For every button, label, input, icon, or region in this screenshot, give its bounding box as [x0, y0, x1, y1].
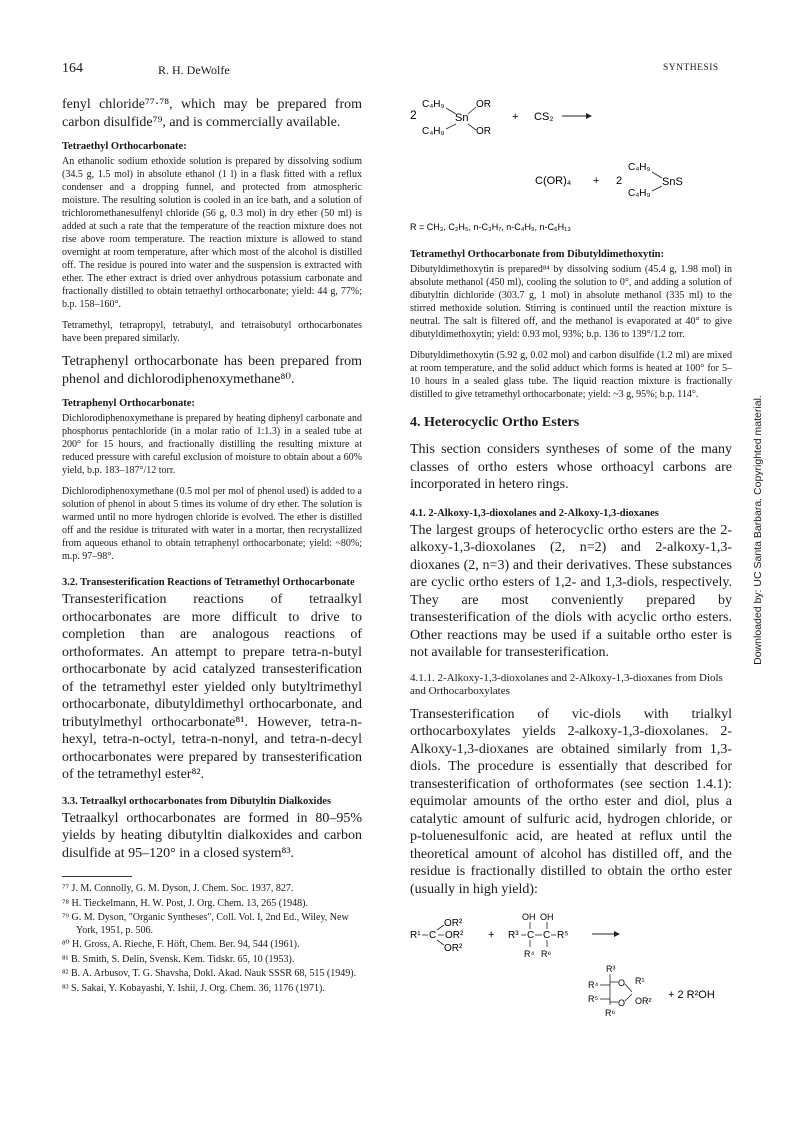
substituent-label: R⁵ — [557, 930, 569, 941]
footnote: ⁸² B. A. Arbusov, T. G. Shavsha, Dokl. Akad. Nauk SSSR 68, 515 (1949). — [62, 968, 357, 979]
ring-bond — [625, 984, 632, 992]
bond — [437, 940, 444, 945]
ring-oxygen: O — [618, 978, 626, 988]
running-author: R. H. DeWolfe — [158, 63, 230, 77]
section-heading-4-1: 4.1. 2-Alkoxy-1,3-dioxolanes and 2-Alkoxy-1,3-dioxanes — [410, 507, 659, 519]
alkoxy-group: OR² — [444, 943, 463, 954]
ring-bond — [625, 994, 632, 1001]
carbon-atom: C — [527, 930, 535, 941]
reaction-scheme-transesterification — [410, 908, 732, 1018]
substituent-label: R¹ — [635, 976, 645, 986]
footnote: ⁸⁰ H. Gross, A. Rieche, F. Höft, Chem. Ber. 94, 544 (1961). — [62, 939, 300, 950]
download-watermark — [748, 320, 768, 740]
procedure-title: Tetramethyl Orthocarbonate from Dibutyldimethoxytin: — [410, 249, 665, 260]
substituent-label: R⁶ — [541, 949, 552, 959]
alkoxy-group: OR² — [445, 930, 464, 941]
coefficient: 2 — [410, 108, 417, 122]
body-paragraph: Tetraalkyl orthocarbonates are formed in 80–95% yields by heating dibutyltin dialkoxides and carbon disulfide at 95–120° in a closed system⁸³. — [62, 810, 362, 861]
body-paragraph: The largest groups of heterocyclic ortho esters are the 2-alkoxy-1,3-dioxolanes (2, n=2) and 2-alkoxy-1,3-dioxanes (2, n=3) and their derivatives. These substances are cyclic ortho esters of 1,2- and 1,3-diols, respectively. They are most conveniently prepared by transesterification of the diols with acyclic ortho esters. Other reactions may be used if a suitable ortho ester is not available for transesterification. — [410, 522, 732, 660]
substituent-label: R³ — [508, 930, 519, 941]
butyl-group: C₄H₉ — [628, 188, 651, 199]
substituent-label: R⁶ — [605, 1008, 616, 1018]
bond — [468, 107, 476, 114]
bond — [652, 186, 662, 191]
butyl-group: C₄H₉ — [422, 126, 445, 137]
section-heading-3-3: 3.3. Tetraalkyl orthocarbonates from Dibutyltin Dialkoxides — [62, 795, 332, 807]
procedure-title: Tetraethyl Orthocarbonate: — [62, 141, 187, 152]
bond — [446, 108, 456, 114]
procedure-text: An ethanolic sodium ethoxide solution is prepared by dissolving sodium (34.5 g, 1.5 mol) in absolute ethanol (1 l) in a flask fitted with a reflux condenser and a dropping funnel, and protected from atmospheric moisture. The resulting solution is cooled in an ice bath, and a solution of trichloromethanesulfenyl chloride (56 g, 0.3 mol) in dry ether (50 ml) is added at such a rate that the temperature of the reaction mixture does not rise above room temperature. The reaction mixture is allowed to stand overnight at room temperature, after which most of the alcohol is distilled off. The residue is poured into water and the suspension is extracted with ether. The ether extract is dried over anhydrous potassium carbonate and fractionally distilled to obtain tetraethyl orthocarbonate; yield: 44 g, 77%; b.p. 158–160°. — [62, 156, 362, 310]
left-column — [62, 96, 362, 997]
procedure-text: Dichlorodiphenoxymethane (0.5 mol per mol of phenol used) is added to a solution of phenol in about 5 times its volume of dry ether. The solution is warmed until no more hydrogen chloride is evolved. The ether is distilled off and the residue is triturated with water in a mortar, then recrystallized from aqueous ethanol to obtain tetraphenyl orthocarbonate; yield: ~80%; m.p. 97–98°. — [62, 486, 362, 562]
alkoxy-group: OR — [476, 126, 491, 137]
arrow-head — [586, 113, 592, 119]
procedure-text: Dibutyldimethoxytin is prepared⁸⁴ by dissolving sodium (45.4 g, 1.98 mol) in absolute methanol (450 ml), cooling the solution to 0°, and adding a solution of dibutyltin dichloride (303.7 g, 1 mol) in absolute methanol (335 ml) to the stirred methoxide solution. Stirring is continued until the reaction mixture is neutral. The salt is filtered off, and the methanol is evaporated at 40° to give dibutyldimethoxytin; yield: 0.93 mol, 93%; b.p. 136 to 139°/1.2 torr. — [410, 264, 732, 340]
body-paragraph: Transesterification of vic-diols with trialkyl orthocarboxylates yields 2-alkoxy-1,3-dioxolanes. 2-Alkoxy-1,3-dioxanes are obtained similarly from 1,3-diols. The procedure is essentially that described for transesterification of orthoformates (see section 1.4.1): equimolar amounts of the ortho ester and diol, plus a catalytic amount of sulfuric acid, hydrogen chloride, or p-toluenesulfonic acid, are heated at reflux until the theoretical amount of alcohol has distilled off, and the residue is fractionally distilled to obtain the ortho ester (usually in high yield): — [410, 706, 732, 897]
tin-atom: Sn — [455, 112, 469, 124]
substituent-label: R⁴ — [524, 949, 535, 959]
substituent-label: R⁴ — [588, 980, 599, 990]
hydroxyl-group: OH — [522, 912, 536, 922]
tin-sulfide: SnS — [662, 176, 683, 188]
carbon-atom: C — [429, 930, 437, 941]
footnote: ⁸³ S. Sakai, Y. Kobayashi, Y. Ishii, J. Org. Chem. 36, 1176 (1971). — [62, 982, 325, 994]
substituent-label: R¹ — [410, 930, 421, 941]
section-heading-4-1-1: 4.1.1. 2-Alkoxy-1,3-dioxolanes and 2-Alkoxy-1,3-dioxanes from Diols and Orthocarboxylates — [410, 671, 723, 697]
plus-sign: + — [488, 929, 495, 941]
intro-paragraph: fenyl chloride⁷⁷·⁷⁸, which may be prepared from carbon disulfide⁷⁹, and is commercially available. — [62, 97, 362, 130]
alkoxy-group: OR² — [444, 918, 463, 929]
procedure-text: Dibutyldimethoxytin (5.92 g, 0.02 mol) and carbon disulfide (1.2 ml) are mixed at room temperature, and the solid adduct which forms is heated at 100° for 5–10 hours in a sealed glass tube. The liquid reaction mixture is fractionally distilled to give tetramethyl orthocarbonate; yield: ~3 g, 95%; b.p. 114°. — [410, 350, 732, 400]
footnote-rule — [62, 876, 132, 877]
body-paragraph: This section considers syntheses of some of the many classes of ortho esters whose orthoacyl carbons are incorporated in hetero rings. — [410, 442, 732, 492]
substituent-label: R⁵ — [588, 994, 599, 1004]
butyl-group: C₄H₉ — [422, 99, 445, 110]
page-number: 164 — [62, 61, 83, 76]
plus-sign: + — [593, 175, 600, 187]
journal-name: SYNTHESIS — [663, 63, 719, 73]
section-heading-4: 4. Heterocyclic Ortho Esters — [410, 415, 580, 430]
ring-oxygen: O — [618, 998, 626, 1008]
procedure-note: Tetramethyl, tetrapropyl, tetrabutyl, and tetraisobutyl orthocarbonates have been prepared similarly. — [62, 320, 362, 344]
plus-sign: + — [512, 111, 519, 123]
alkoxy-group: OR² — [635, 996, 652, 1006]
body-paragraph: Tetraphenyl orthocarbonate has been prepared from phenol and dichlorodiphenoxymethane⁸⁰. — [62, 354, 362, 387]
substituent-label: R³ — [606, 964, 616, 974]
footnotes — [62, 883, 362, 995]
arrow-head — [614, 931, 620, 937]
carbon-disulfide: CS₂ — [534, 111, 554, 123]
download-note: Downloaded by: UC Santa Barbara. Copyrighted material. — [752, 395, 764, 665]
footnote: ⁷⁷ J. M. Connolly, G. M. Dyson, J. Chem. Soc. 1937, 827. — [62, 883, 294, 894]
body-paragraph: Transesterification reactions of tetraalkyl orthocarbonates are more difficult to drive to completion than are analogous reactions of orthoformates. An attempt to prepare tetra-n-butyl orthocarbonate by acid catalyzed transesterification of the tetramethyl ester yielded only butyltrimethyl orthocarbonate, dibutyldimethyl orthocarbonate, and tributylmethyl orthocarbonate⁸¹. However, tetra-n-hexyl, tetra-n-octyl, tetra-n-nonyl, and tetra-n-decyl orthocarbonates were prepared by transesterification of the tetramethyl ester⁸². — [62, 592, 362, 782]
bond — [652, 172, 662, 178]
footnote: ⁸¹ B. Smith, S. Delin, Svensk. Kem. Tidskr. 65, 10 (1953). — [62, 953, 295, 965]
right-column — [410, 92, 732, 1023]
carbon-atom: C — [543, 930, 551, 941]
r-group-definition: R = CH₃, C₂H₅, n-C₃H₇, n-C₄H₉, n-C₆H₁₃ — [410, 222, 571, 232]
section-heading-3-2: 3.2. Transesterification Reactions of Tetramethyl Orthocarbonate — [62, 577, 355, 588]
alcohol-byproduct: + 2 R²OH — [668, 989, 715, 1001]
bond — [468, 124, 476, 130]
butyl-group: C₄H₉ — [628, 162, 651, 173]
reaction-scheme-dibutyltin — [410, 92, 732, 242]
alkoxy-group: OR — [476, 99, 491, 110]
procedure-title: Tetraphenyl Orthocarbonate: — [62, 398, 195, 409]
coefficient: 2 — [616, 175, 623, 187]
procedure-text: Dichlorodiphenoxymethane is prepared by heating diphenyl carbonate and phosphorus pentachloride (in a molar ratio of 1:1.3) in a sealed tube at 200° for 15 hours, and fractionally distilling the resulting mixture at reduced pressure with careful exclusion of moisture to obtain about a 60% yield, b.p. 183–187°/12 torr. — [62, 413, 362, 476]
footnote: ⁷⁸ H. Tieckelmann, H. W. Post, J. Org. Chem. 13, 265 (1948). — [62, 897, 308, 909]
orthocarbonate-product: C(OR)₄ — [535, 175, 572, 187]
bond — [446, 124, 456, 129]
hydroxyl-group: OH — [540, 912, 554, 922]
footnote: ⁷⁹ G. M. Dyson, "Organic Syntheses", Coll. Vol. I, 2nd Ed., Wiley, New York, 1951, p. 506. — [62, 912, 349, 936]
bond — [437, 925, 444, 930]
